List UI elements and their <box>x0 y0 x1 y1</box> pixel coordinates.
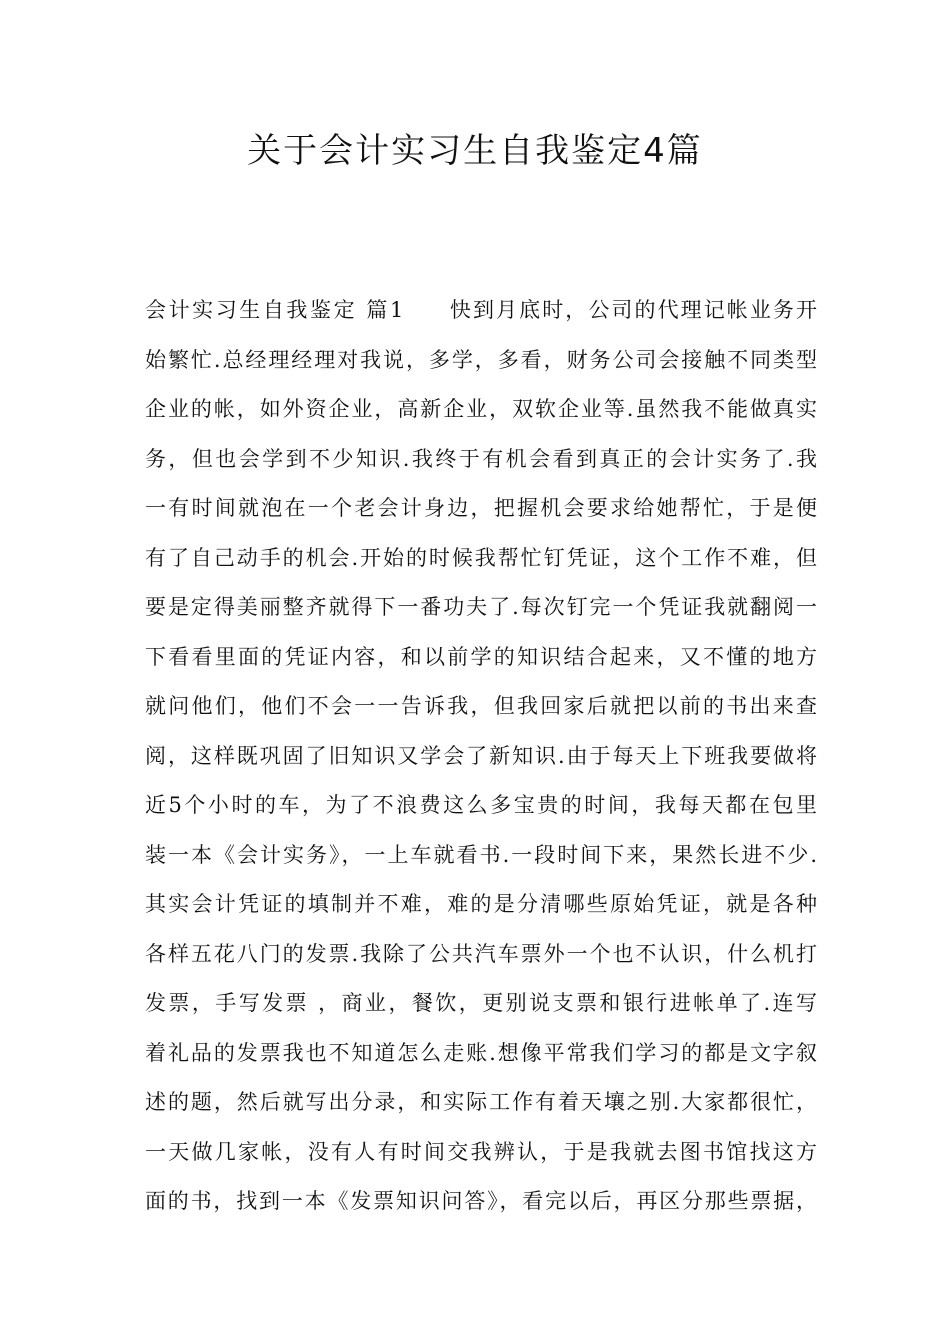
body-line-19: 面的书，找到一本《发票知识问答》，看完以后，再区分那些票据， <box>145 1189 817 1213</box>
body-line-1 <box>145 286 817 336</box>
section-heading: 会计实习生自我鉴定 篇1 <box>145 298 404 322</box>
body-line-15: 发票，手写发票 ，商业，餐饮，更别说支票和银行进帐单了.连写 <box>145 991 817 1015</box>
body-line-5: 一有时间就泡在一个老会计身边，把握机会要求给她帮忙，于是便 <box>145 496 817 520</box>
body-line-7: 要是定得美丽整齐就得下一番功夫了.每次钉完一个凭证我就翻阅一 <box>145 595 817 619</box>
body-line-11: 近5个小时的车，为了不浪费这么多宝贵的时间，我每天都在包里 <box>145 793 817 817</box>
body-line-4: 务，但也会学到不少知识.我终于有机会看到真正的会计实务了.我 <box>145 446 817 471</box>
body-line-18: 一天做几家帐，没有人有时间交我辨认，于是我就去图书馆找这方 <box>145 1139 817 1164</box>
body-line-2: 始繁忙.总经理经理对我说，多学，多看，财务公司会接触不同类型 <box>145 347 817 372</box>
body-line-6: 有了自己动手的机会.开始的时候我帮忙钉凭证，这个工作不难，但 <box>145 545 817 570</box>
body-line-3: 企业的帐，如外资企业，高新企业，双软企业等.虽然我不能做真实 <box>145 397 817 421</box>
body-line-10: 阅，这样既巩固了旧知识又学会了新知识.由于每天上下班我要做将 <box>145 743 817 768</box>
document-title: 关于会计实习生自我鉴定4篇 <box>247 131 703 171</box>
body-line-text: 快到月底时，公司的代理记帐业务开 <box>447 298 817 322</box>
body-line-17: 述的题，然后就写出分录，和实际工作有着天壤之别.大家都很忙， <box>145 1090 817 1114</box>
body-line-12: 装一本《会计实务》，一上车就看书.一段时间下来，果然长进不少. <box>145 842 817 867</box>
body-line-8: 下看看里面的凭证内容，和以前学的知识结合起来，又不懂的地方 <box>145 644 817 669</box>
body-line-16: 着礼品的发票我也不知道怎么走账.想像平常我们学习的都是文字叙 <box>145 1040 817 1065</box>
body-line-9: 就问他们，他们不会一一告诉我，但我回家后就把以前的书出来查 <box>145 694 817 718</box>
body-line-13: 其实会计凭证的填制并不难，难的是分清哪些原始凭证，就是各种 <box>145 892 817 916</box>
document-body <box>145 286 817 1227</box>
body-line-14: 各样五花八门的发票.我除了公共汽车票外一个也不认识，什么机打 <box>145 941 817 966</box>
